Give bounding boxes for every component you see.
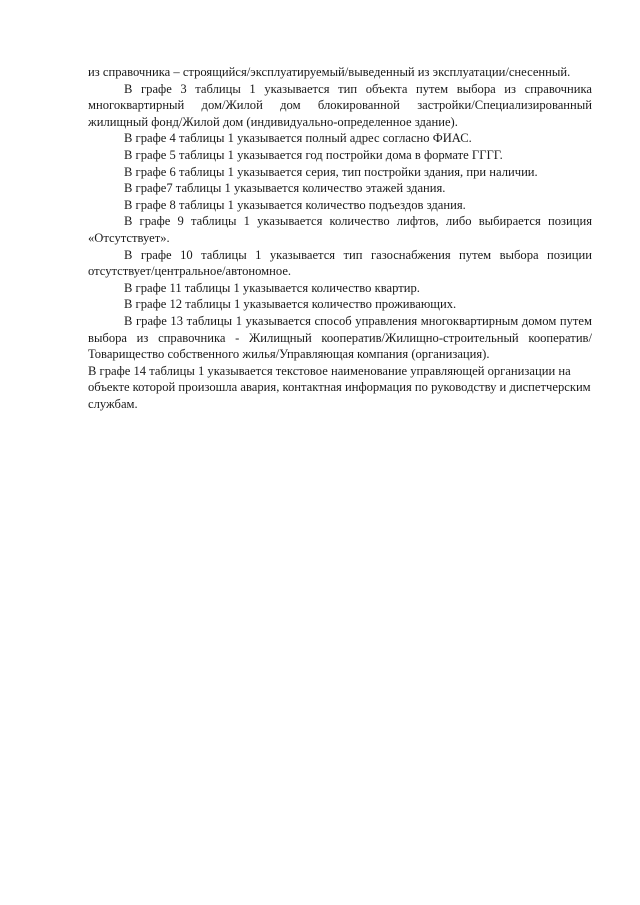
paragraph-column-9: В графе 9 таблицы 1 указывается количество лифтов, либо выбирается позиция «Отсутствует». bbox=[88, 214, 592, 245]
paragraph-column-8: В графе 8 таблицы 1 указывается количество подъездов здания. bbox=[124, 197, 466, 212]
paragraph-column-14: В графе 14 таблицы 1 указывается текстовое наименование управляющей организации на объекте которой произошла авария, контактная информация по руководству и диспетчерским службам. bbox=[88, 363, 591, 411]
document-body bbox=[88, 64, 592, 412]
paragraph-column-12: В графе 12 таблицы 1 указывается количество проживающих. bbox=[124, 297, 457, 312]
paragraph-column-10: В графе 10 таблицы 1 указывается тип газоснабжения путем выбора позиции отсутствует/центральное/автономное. bbox=[88, 247, 592, 279]
paragraph-column-4: В графе 4 таблицы 1 указывается полный адрес согласно ФИАС. bbox=[124, 131, 472, 146]
paragraph-column-5: В графе 5 таблицы 1 указывается год постройки дома в формате ГГГГ. bbox=[124, 147, 503, 162]
paragraph-column-11: В графе 11 таблицы 1 указывается количество квартир. bbox=[124, 280, 420, 295]
paragraph-column-13: В графе 13 таблицы 1 указывается способ управления многоквартирным домом путем выбора из справочника - Жилищный кооператив/Жилищно-строительный кооператив/Товарищество собственного жилья/Управляющая компания (организация). bbox=[88, 313, 592, 362]
paragraph-column-6: В графе 6 таблицы 1 указывается серия, тип постройки здания, при наличии. bbox=[124, 164, 538, 179]
paragraph-column-7: В графе7 таблицы 1 указывается количество этажей здания. bbox=[124, 181, 446, 196]
paragraph-status-continuation: из справочника – строящийся/эксплуатируемый/выведенный из эксплуатации/снесенный. bbox=[88, 65, 571, 79]
paragraph-column-3: В графе 3 таблицы 1 указывается тип объекта путем выбора из справочника многоквартирный дом/Жилой дом блокированной застройки/Специализированный жилищный фонд/Жилой дом (индивидуально-определенное здание). bbox=[88, 81, 592, 129]
